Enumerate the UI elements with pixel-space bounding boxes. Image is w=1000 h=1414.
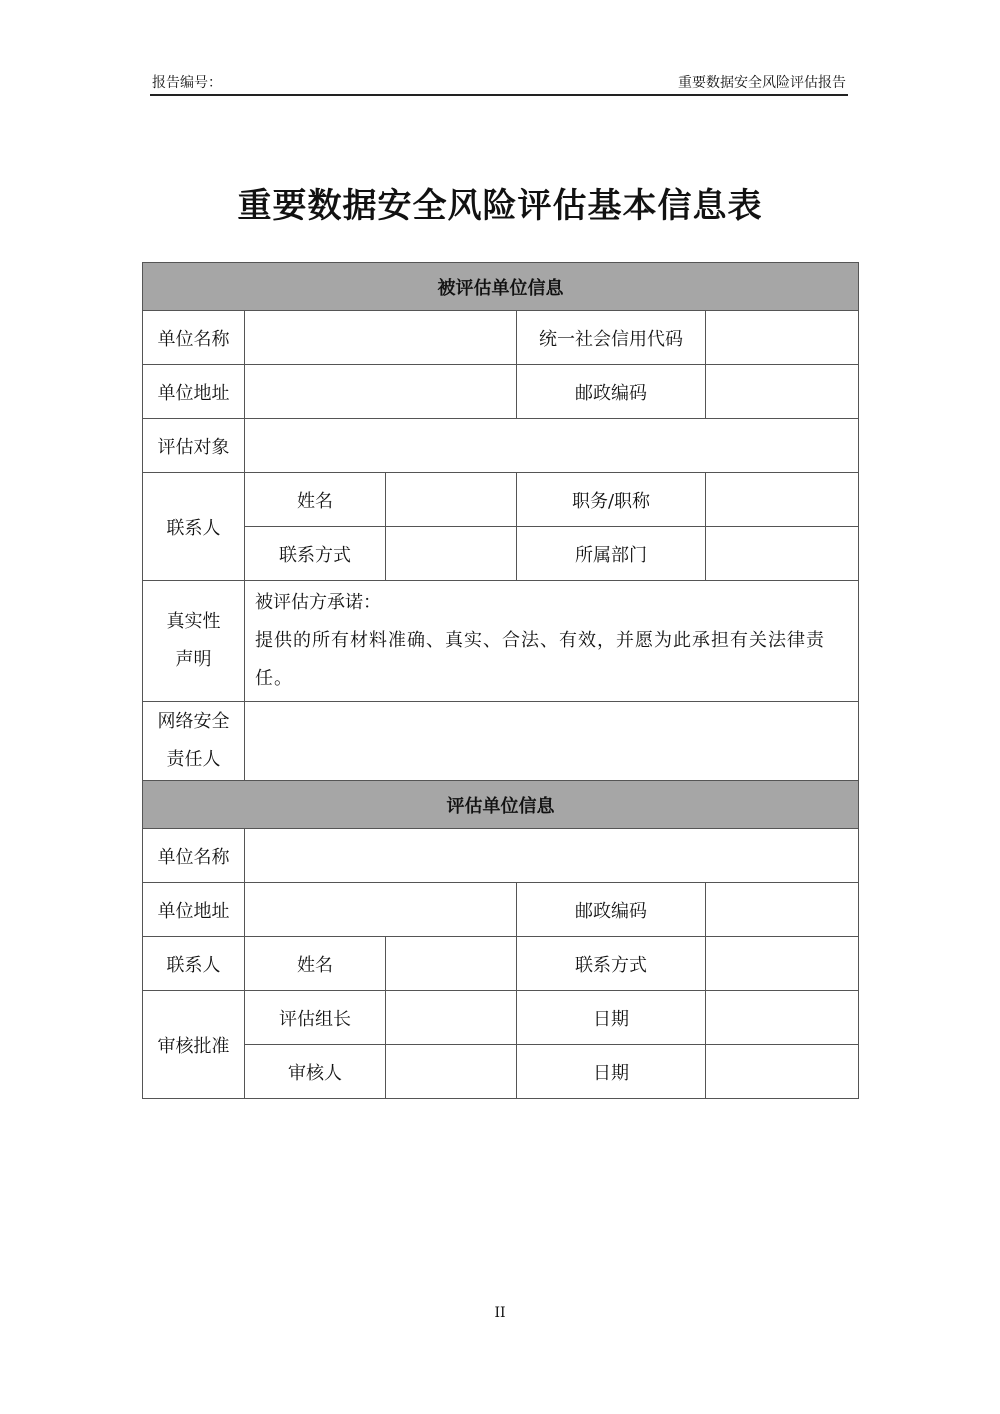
assessor-unit-name-field[interactable]: [245, 829, 859, 883]
page-title: 重要数据安全风险评估基本信息表: [237, 186, 763, 226]
credit-code-label: 统一社会信用代码: [517, 311, 706, 365]
assessor-contact-name-field[interactable]: [386, 937, 517, 991]
reviewer-label: 审核人: [245, 1045, 386, 1099]
declaration-text: [245, 581, 859, 702]
assessed-contact-name-field[interactable]: [386, 473, 517, 527]
assessed-contact-name-label: 姓名: [245, 473, 386, 527]
position-field[interactable]: [706, 473, 859, 527]
approval-label: 审核批准: [143, 991, 245, 1099]
report-number-label: 报告编号：: [152, 75, 222, 91]
assessor-postal-field[interactable]: [706, 883, 859, 937]
position-label: 职务/职称: [517, 473, 706, 527]
reviewer-date-label: 日期: [517, 1045, 706, 1099]
department-label: 所属部门: [517, 527, 706, 581]
assessor-postal-label: 邮政编码: [517, 883, 706, 937]
department-field[interactable]: [706, 527, 859, 581]
team-leader-field[interactable]: [386, 991, 517, 1045]
declaration-commitment: 被评估方承诺：: [255, 592, 381, 613]
security-responsible-label: [143, 702, 245, 781]
assessed-postal-label: 邮政编码: [517, 365, 706, 419]
assessor-section-header: 评估单位信息: [143, 781, 859, 829]
security-responsible-field[interactable]: [245, 702, 859, 781]
assessor-contact-label: 联系人: [143, 937, 245, 991]
assessed-unit-name-field[interactable]: [245, 311, 517, 365]
declaration-label: [143, 581, 245, 702]
declaration-label-line1: 真实性: [166, 611, 221, 632]
assessor-address-field[interactable]: [245, 883, 517, 937]
security-responsible-line1: 网络安全: [157, 711, 230, 732]
credit-code-field[interactable]: [706, 311, 859, 365]
assessed-unit-name-label: 单位名称: [143, 311, 245, 365]
assessor-contact-method-field[interactable]: [706, 937, 859, 991]
info-table: [142, 262, 859, 1099]
assessor-contact-name-label: 姓名: [245, 937, 386, 991]
assessed-address-label: 单位地址: [143, 365, 245, 419]
reviewer-field[interactable]: [386, 1045, 517, 1099]
declaration-statement: 提供的所有材料准确、真实、合法、有效，并愿为此承担有关法律责任。: [255, 630, 825, 689]
report-title-header: 重要数据安全风险评估报告: [678, 75, 846, 91]
team-leader-label: 评估组长: [245, 991, 386, 1045]
assessed-address-field[interactable]: [245, 365, 517, 419]
assessed-contact-label: 联系人: [143, 473, 245, 581]
assessment-object-label: 评估对象: [143, 419, 245, 473]
page-header: [150, 70, 848, 96]
assessor-address-label: 单位地址: [143, 883, 245, 937]
reviewer-date-field[interactable]: [706, 1045, 859, 1099]
assessed-postal-field[interactable]: [706, 365, 859, 419]
assessor-contact-method-label: 联系方式: [517, 937, 706, 991]
assessment-object-field[interactable]: [245, 419, 859, 473]
page-number: II: [494, 1305, 506, 1321]
assessed-contact-method-label: 联系方式: [245, 527, 386, 581]
declaration-label-line2: 声明: [175, 649, 212, 670]
team-leader-date-label: 日期: [517, 991, 706, 1045]
security-responsible-line2: 责任人: [166, 749, 221, 770]
assessed-section-header: 被评估单位信息: [143, 263, 859, 311]
assessed-contact-method-field[interactable]: [386, 527, 517, 581]
assessor-unit-name-label: 单位名称: [143, 829, 245, 883]
team-leader-date-field[interactable]: [706, 991, 859, 1045]
